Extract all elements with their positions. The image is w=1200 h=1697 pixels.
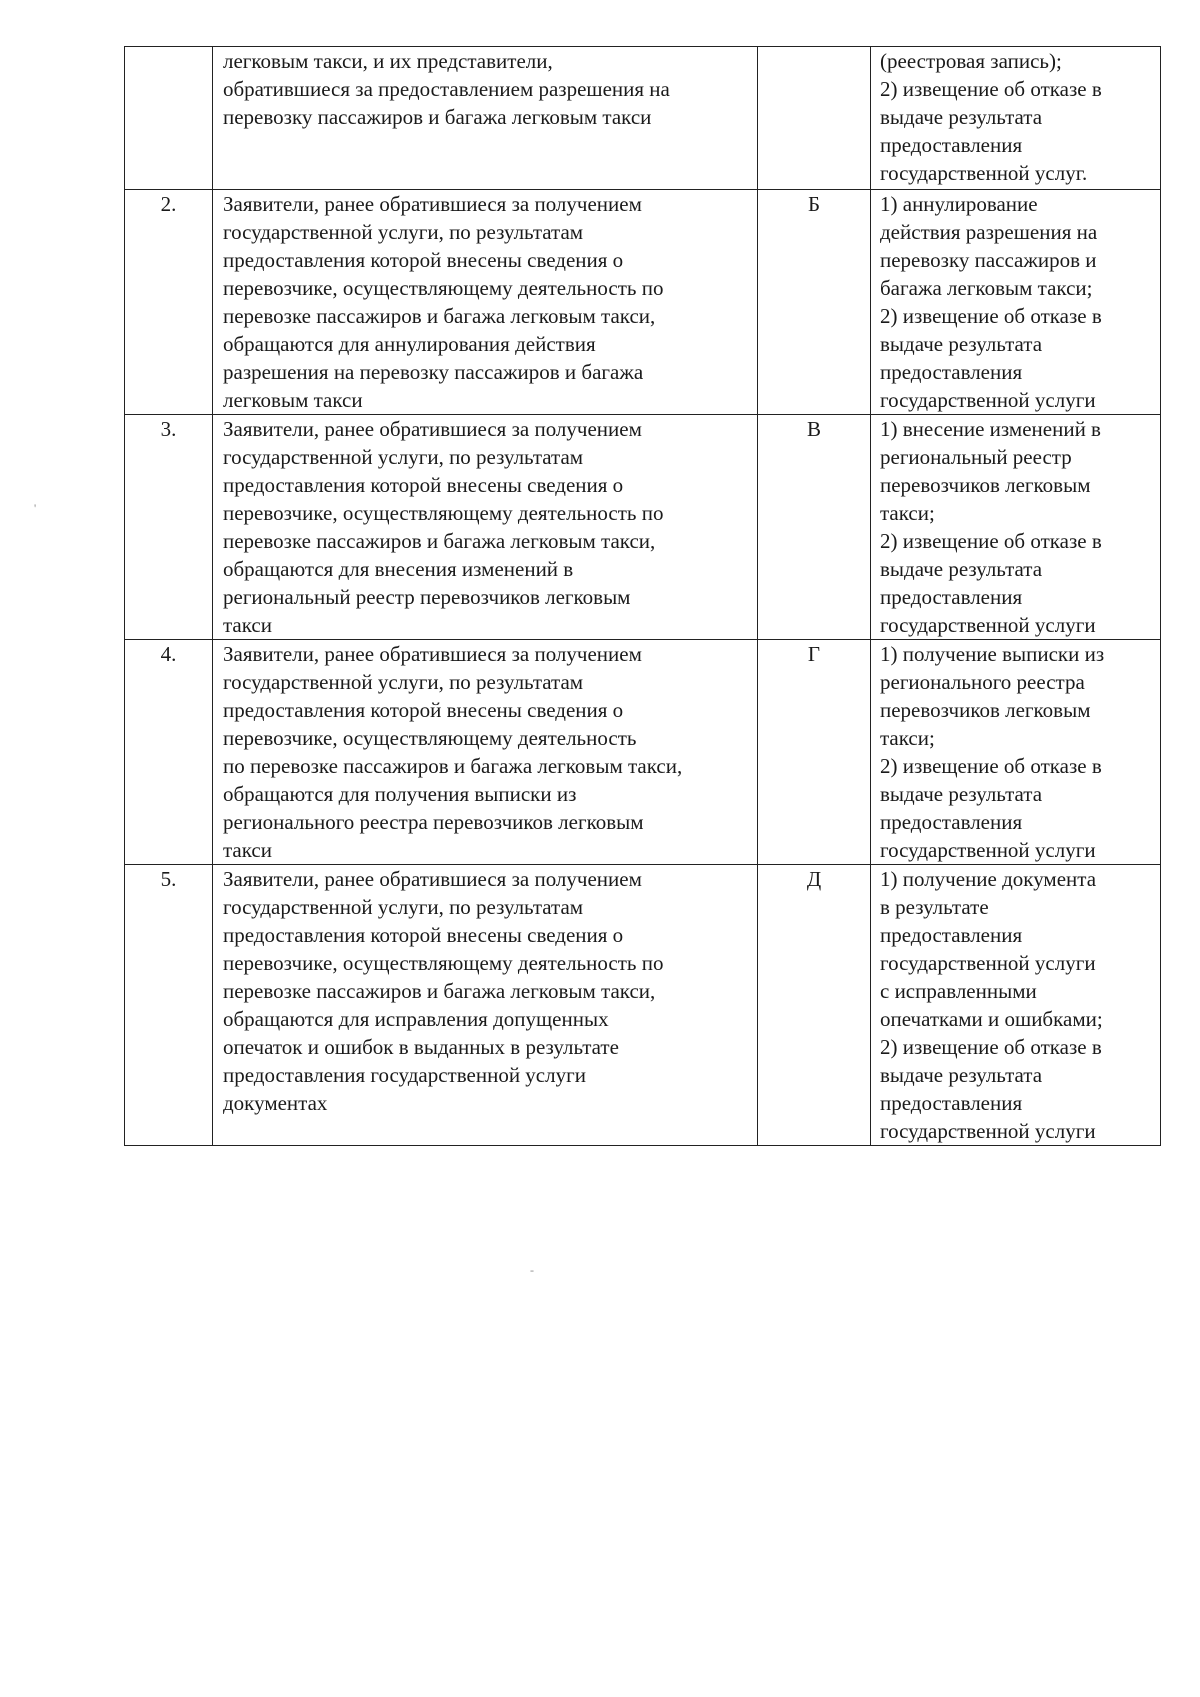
row-number-cell bbox=[125, 47, 213, 190]
description-line: государственной услуги, по результатам bbox=[223, 895, 584, 919]
description-line: такси bbox=[223, 613, 272, 637]
description-line: перевозчике, осуществляющему деятельность по bbox=[223, 951, 664, 975]
variant-code: Д bbox=[806, 867, 822, 891]
description-line: регионального реестра перевозчиков легковым bbox=[223, 810, 644, 834]
applicant-description-cell bbox=[213, 865, 758, 1146]
service-result-cell bbox=[871, 415, 1161, 640]
variant-code-cell bbox=[758, 190, 871, 415]
description-line: по перевозке пассажиров и багажа легковым такси, bbox=[223, 754, 683, 778]
description-line: Заявители, ранее обратившиеся за получением bbox=[223, 192, 642, 216]
description-line: предоставления государственной услуги bbox=[223, 1063, 586, 1087]
result-line: государственной услуги bbox=[880, 951, 1096, 975]
description-line: опечаток и ошибок в выданных в результате bbox=[223, 1035, 619, 1059]
description-line: легковым такси bbox=[223, 388, 363, 412]
description-line: государственной услуги, по результатам bbox=[223, 445, 584, 469]
description-line: региональный реестр перевозчиков легковым bbox=[223, 585, 631, 609]
description-line: перевозке пассажиров и багажа легковым такси, bbox=[223, 529, 656, 553]
result-line: государственной услуги bbox=[880, 838, 1096, 862]
service-result-cell bbox=[871, 640, 1161, 865]
row-number-cell bbox=[125, 190, 213, 415]
result-line: предоставления bbox=[880, 585, 1023, 609]
description-line: государственной услуги, по результатам bbox=[223, 220, 584, 244]
result-line: государственной услуги bbox=[880, 1119, 1096, 1143]
description-line: перевозчике, осуществляющему деятельность по bbox=[223, 501, 664, 525]
description-line: перевозке пассажиров и багажа легковым такси, bbox=[223, 304, 656, 328]
row-number-cell bbox=[125, 415, 213, 640]
result-line: 1) получение документа bbox=[880, 867, 1097, 891]
result-line: предоставления bbox=[880, 133, 1023, 157]
description-line: легковым такси, и их представители, bbox=[223, 49, 553, 73]
table-row bbox=[125, 640, 1161, 865]
row-number: 3. bbox=[160, 417, 177, 441]
applicant-description-cell bbox=[213, 47, 758, 190]
result-line: предоставления bbox=[880, 360, 1023, 384]
result-line: выдаче результата bbox=[880, 782, 1043, 806]
service-result-cell bbox=[871, 47, 1161, 190]
result-line: перевозку пассажиров и bbox=[880, 248, 1097, 272]
description-line: обращаются для внесения изменений в bbox=[223, 557, 574, 581]
result-line: 2) извещение об отказе в bbox=[880, 529, 1102, 553]
variant-code-cell bbox=[758, 640, 871, 865]
scan-speck: ' bbox=[34, 501, 37, 515]
result-line: (реестровая запись); bbox=[880, 49, 1062, 73]
variant-code-cell bbox=[758, 47, 871, 190]
description-line: Заявители, ранее обратившиеся за получением bbox=[223, 867, 642, 891]
description-line: предоставления которой внесены сведения о bbox=[223, 473, 624, 497]
description-line: документах bbox=[223, 1091, 328, 1115]
result-line: регионального реестра bbox=[880, 670, 1085, 694]
variant-code: Г bbox=[807, 642, 821, 666]
result-line: региональный реестр bbox=[880, 445, 1072, 469]
result-line: выдаче результата bbox=[880, 1063, 1043, 1087]
service-result-cell bbox=[871, 190, 1161, 415]
table-row bbox=[125, 47, 1161, 190]
description-line: обращаются для аннулирования действия bbox=[223, 332, 596, 356]
row-number: 2. bbox=[160, 192, 177, 216]
result-line: государственной услуги bbox=[880, 388, 1096, 412]
description-line: такси bbox=[223, 838, 272, 862]
result-line: 1) получение выписки из bbox=[880, 642, 1105, 666]
description-line: предоставления которой внесены сведения о bbox=[223, 698, 624, 722]
result-line: такси; bbox=[880, 501, 935, 525]
result-line: 1) аннулирование bbox=[880, 192, 1038, 216]
row-number: 5. bbox=[160, 867, 177, 891]
result-line: 2) извещение об отказе в bbox=[880, 304, 1102, 328]
description-line: государственной услуги, по результатам bbox=[223, 670, 584, 694]
description-line: Заявители, ранее обратившиеся за получением bbox=[223, 642, 642, 666]
applicant-description-cell bbox=[213, 415, 758, 640]
description-line: предоставления которой внесены сведения о bbox=[223, 248, 624, 272]
variant-code-cell bbox=[758, 415, 871, 640]
result-line: выдаче результата bbox=[880, 332, 1043, 356]
services-table bbox=[124, 46, 1161, 1146]
result-line: опечатками и ошибками; bbox=[880, 1007, 1103, 1031]
result-line: 1) внесение изменений в bbox=[880, 417, 1101, 441]
description-line: обратившиеся за предоставлением разрешения на bbox=[223, 77, 670, 101]
variant-code-cell bbox=[758, 865, 871, 1146]
table-row bbox=[125, 415, 1161, 640]
description-line: обращаются для исправления допущенных bbox=[223, 1007, 609, 1031]
result-line: выдаче результата bbox=[880, 557, 1043, 581]
description-line: перевозчике, осуществляющему деятельность bbox=[223, 726, 637, 750]
description-line: перевозку пассажиров и багажа легковым такси bbox=[223, 105, 652, 129]
result-line: в результате bbox=[880, 895, 989, 919]
result-line: с исправленными bbox=[880, 979, 1037, 1003]
result-line: действия разрешения на bbox=[880, 220, 1098, 244]
result-line: государственной услуги bbox=[880, 613, 1096, 637]
result-line: государственной услуг. bbox=[880, 161, 1088, 185]
row-number: 4. bbox=[160, 642, 177, 666]
table-row bbox=[125, 865, 1161, 1146]
result-line: багажа легковым такси; bbox=[880, 276, 1093, 300]
description-line: разрешения на перевозку пассажиров и багажа bbox=[223, 360, 644, 384]
result-line: перевозчиков легковым bbox=[880, 473, 1091, 497]
result-line: перевозчиков легковым bbox=[880, 698, 1091, 722]
service-result-cell bbox=[871, 865, 1161, 1146]
description-line: перевозчике, осуществляющему деятельность по bbox=[223, 276, 664, 300]
variant-code: В bbox=[806, 417, 821, 441]
description-line: обращаются для получения выписки из bbox=[223, 782, 577, 806]
result-line: 2) извещение об отказе в bbox=[880, 754, 1102, 778]
description-line: перевозке пассажиров и багажа легковым такси, bbox=[223, 979, 656, 1003]
table-body bbox=[125, 47, 1161, 1146]
row-number-cell bbox=[125, 865, 213, 1146]
table-row bbox=[125, 190, 1161, 415]
applicant-description-cell bbox=[213, 190, 758, 415]
result-line: предоставления bbox=[880, 810, 1023, 834]
result-line: выдаче результата bbox=[880, 105, 1043, 129]
row-number-cell bbox=[125, 640, 213, 865]
applicant-description-cell bbox=[213, 640, 758, 865]
description-line: предоставления которой внесены сведения о bbox=[223, 923, 624, 947]
scan-speck: - bbox=[530, 1263, 534, 1277]
result-line: такси; bbox=[880, 726, 935, 750]
variant-code: Б bbox=[807, 192, 821, 216]
result-line: 2) извещение об отказе в bbox=[880, 1035, 1102, 1059]
result-line: 2) извещение об отказе в bbox=[880, 77, 1102, 101]
result-line: предоставления bbox=[880, 923, 1023, 947]
result-line: предоставления bbox=[880, 1091, 1023, 1115]
description-line: Заявители, ранее обратившиеся за получением bbox=[223, 417, 642, 441]
